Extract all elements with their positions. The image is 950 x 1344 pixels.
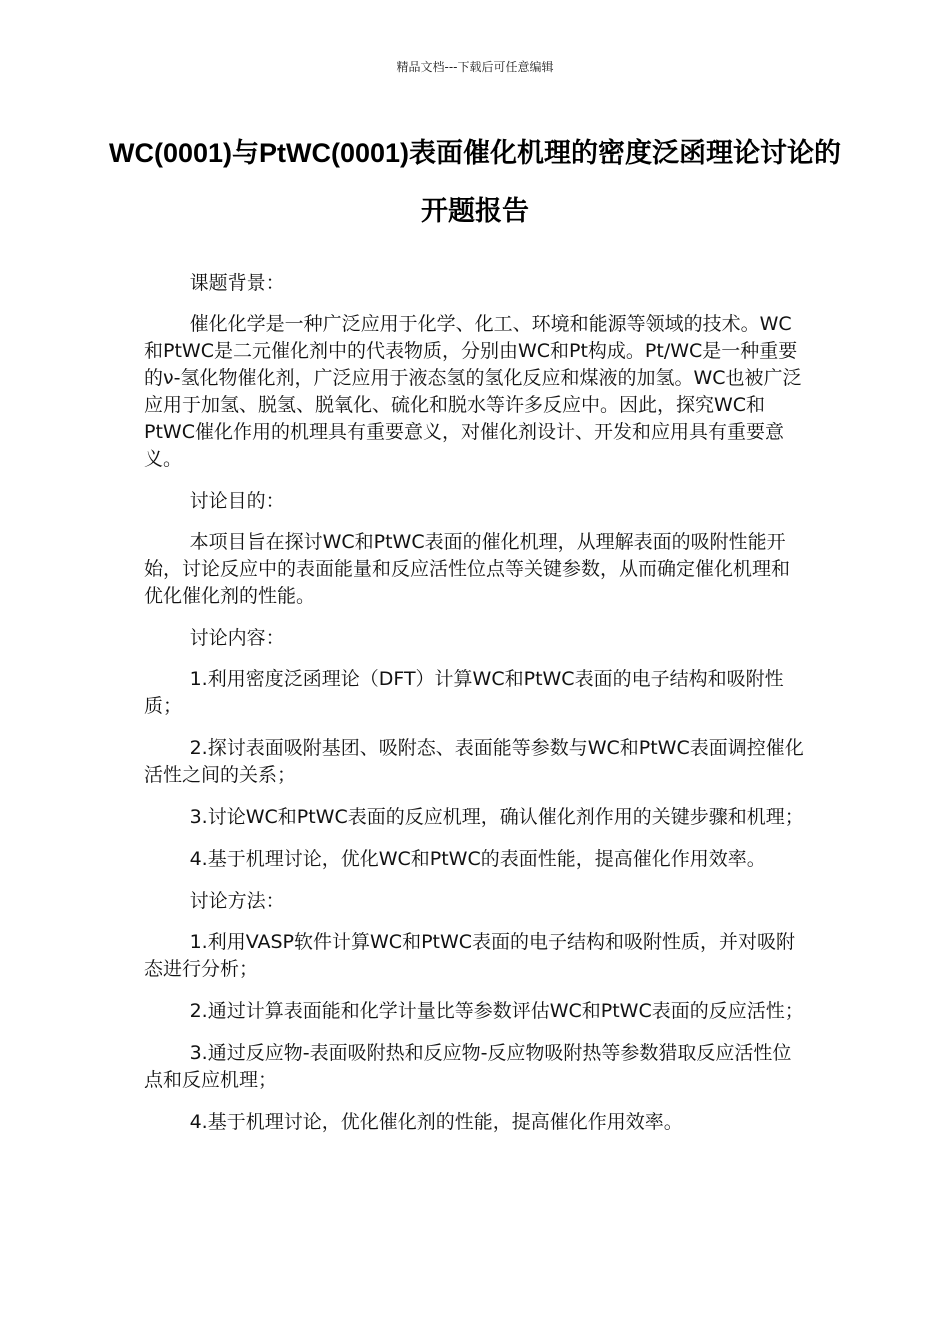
- document-body: [144, 270, 808, 1151]
- content-item-4: 4.基于机理讨论，优化WC和PtWC的表面性能，提高催化作用效率。: [189, 848, 766, 870]
- method-item-1: 1.利用VASP软件计算WC和PtWC表面的电子结构和吸附性质，并对吸附态进行分析；: [144, 931, 796, 980]
- purpose-heading: 讨论目的：: [189, 490, 285, 512]
- content-item-2: 2.探讨表面吸附基团、吸附态、表面能等参数与WC和PtWC表面调控催化活性之间的关系；: [144, 737, 804, 786]
- background-heading: 课题背景：: [189, 272, 285, 294]
- content-item-3: 3.讨论WC和PtWC表面的反应机理，确认催化剂作用的关键步骤和机理；: [189, 806, 804, 828]
- content-item-1: 1.利用密度泛函理论（DFT）计算WC和PtWC表面的电子结构和吸附性质；: [144, 668, 784, 717]
- background-paragraph: 催化化学是一种广泛应用于化学、化工、环境和能源等领域的技术。WC和PtWC是二元催化剂中的代表物质，分别由WC和Pt构成。Pt/WC是一种重要的ν-氢化物催化剂，广泛应用于液态氢的氢化反应和煤液的加氢。WC也被广泛应用于加氢、脱氢、脱氧化、硫化和脱水等许多反应中。因此，探究WC和PtWC催化作用的机理具有重要意义，对催化剂设计、开发和应用具有重要意义。: [144, 313, 802, 470]
- content-heading: 讨论内容：: [189, 627, 285, 649]
- method-item-4: 4.基于机理讨论，优化催化剂的性能，提高催化作用效率。: [189, 1111, 683, 1133]
- method-item-2: 2.通过计算表面能和化学计量比等参数评估WC和PtWC表面的反应活性；: [189, 1000, 804, 1022]
- document-title: WC(0001)与PtWC(0001)表面催化机理的密度泛函理论讨论的开题报告: [108, 138, 842, 226]
- method-item-3: 3.通过反应物-表面吸附热和反应物-反应物吸附热等参数猎取反应活性位点和反应机理；: [144, 1042, 792, 1091]
- header-note: 精品文档---下载后可任意编辑: [396, 60, 554, 74]
- method-heading: 讨论方法：: [189, 890, 285, 912]
- purpose-paragraph: 本项目旨在探讨WC和PtWC表面的催化机理，从理解表面的吸附性能开始，讨论反应中的表面能量和反应活性位点等关键参数，从而确定催化机理和优化催化剂的性能。: [144, 531, 791, 607]
